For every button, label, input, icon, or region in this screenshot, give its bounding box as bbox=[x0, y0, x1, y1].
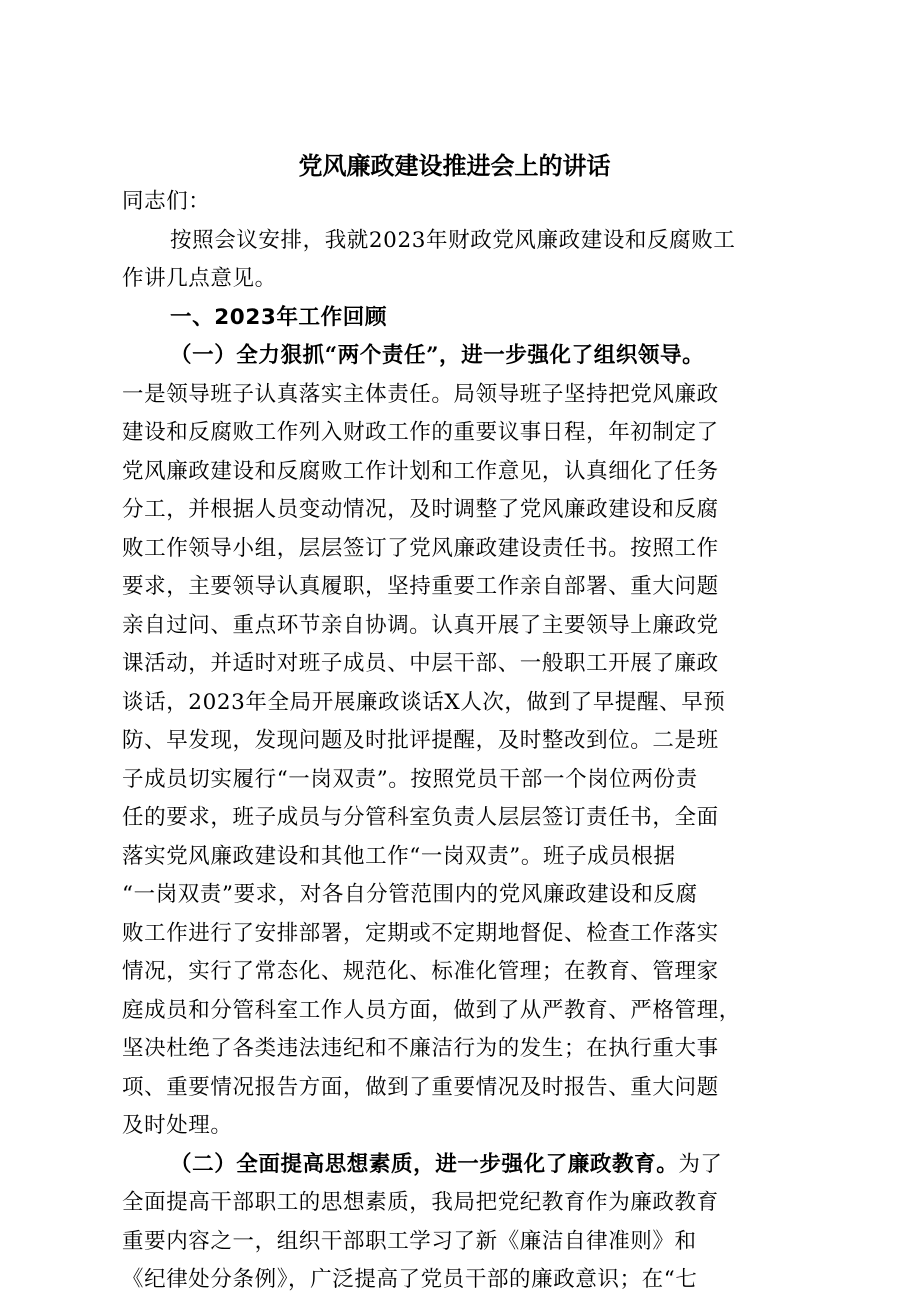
document-body bbox=[122, 183, 802, 1300]
document-title: 党风廉政建设推进会上的讲话 bbox=[298, 151, 611, 180]
body-line: 及时处理。 bbox=[122, 1113, 233, 1138]
section-heading: 一、2023年工作回顾 bbox=[170, 304, 387, 330]
body-line: 谈话，2023年全局开展廉政谈话X人次，做到了早提醒、早预 bbox=[122, 689, 726, 715]
body-text-fragment: 为了 bbox=[678, 1151, 723, 1177]
subsection-heading: （二）全面提高思想素质，进一步强化了廉政教育。 bbox=[170, 1151, 679, 1177]
body-line: 败工作进行了安排部署，定期或不定期地督促、检查工作落实 bbox=[122, 920, 719, 946]
body-line: 《纪律处分条例》，广泛提高了党员干部的廉政意识；在“七 bbox=[122, 1267, 698, 1292]
body-line: 建设和反腐败工作列入财政工作的重要议事日程，年初制定了 bbox=[122, 420, 719, 445]
body-line: 子成员切实履行“一岗双责”。按照党员干部一个岗位两份责 bbox=[122, 766, 698, 792]
body-line: 亲自过问、重点环节亲自协调。认真开展了主要领导上廉政党 bbox=[122, 612, 719, 638]
body-line: 党风廉政建设和反腐败工作计划和工作意见，认真细化了任务 bbox=[122, 458, 719, 484]
body-line: 任的要求，班子成员与分管科室负责人层层签订责任书，全面 bbox=[122, 805, 719, 830]
body-line: 全面提高干部职工的思想素质，我局把党纪教育作为廉政教育 bbox=[122, 1190, 719, 1215]
body-line: 作讲几点意见。 bbox=[122, 266, 277, 291]
subsection-heading: （一）全力狠抓“两个责任”，进一步强化了组织领导。 bbox=[170, 343, 705, 368]
body-line: 项、重要情况报告方面，做到了重要情况及时报告、重大问题 bbox=[122, 1074, 719, 1100]
body-line: 分工，并根据人员变动情况，及时调整了党风廉政建设和反腐 bbox=[122, 497, 719, 522]
paragraph-2-first-line bbox=[122, 1146, 802, 1185]
body-line: 课活动，并适时对班子成员、中层干部、一般职工开展了廉政 bbox=[122, 651, 719, 676]
body-line: 防、早发现，发现问题及时批评提醒，及时整改到位。二是班 bbox=[122, 728, 719, 753]
body-line: 一是领导班子认真落实主体责任。局领导班子坚持把党风廉政 bbox=[122, 381, 719, 407]
body-line: 庭成员和分管科室工作人员方面，做到了从严教育、严格管理， bbox=[122, 997, 741, 1023]
salutation: 同志们： bbox=[122, 189, 211, 214]
body-line: 坚决杜绝了各类违法违纪和不廉洁行为的发生；在执行重大事 bbox=[122, 1036, 719, 1061]
body-line: 情况，实行了常态化、规范化、标准化管理；在教育、管理家 bbox=[122, 959, 719, 984]
body-line: 败工作领导小组，层层签订了党风廉政建设责任书。按照工作 bbox=[122, 535, 719, 561]
body-line: “一岗双责”要求，对各自分管范围内的党风廉政建设和反腐 bbox=[122, 882, 698, 907]
body-line: 要求，主要领导认真履职，坚持重要工作亲自部署、重大问题 bbox=[122, 574, 719, 599]
body-line: 落实党风廉政建设和其他工作“一岗双责”。班子成员根据 bbox=[122, 843, 676, 869]
body-line: 按照会议安排，我就2023年财政党风廉政建设和反腐败工 bbox=[170, 227, 736, 253]
body-line: 重要内容之一，组织干部职工学习了新《廉洁自律准则》和 bbox=[122, 1228, 697, 1254]
